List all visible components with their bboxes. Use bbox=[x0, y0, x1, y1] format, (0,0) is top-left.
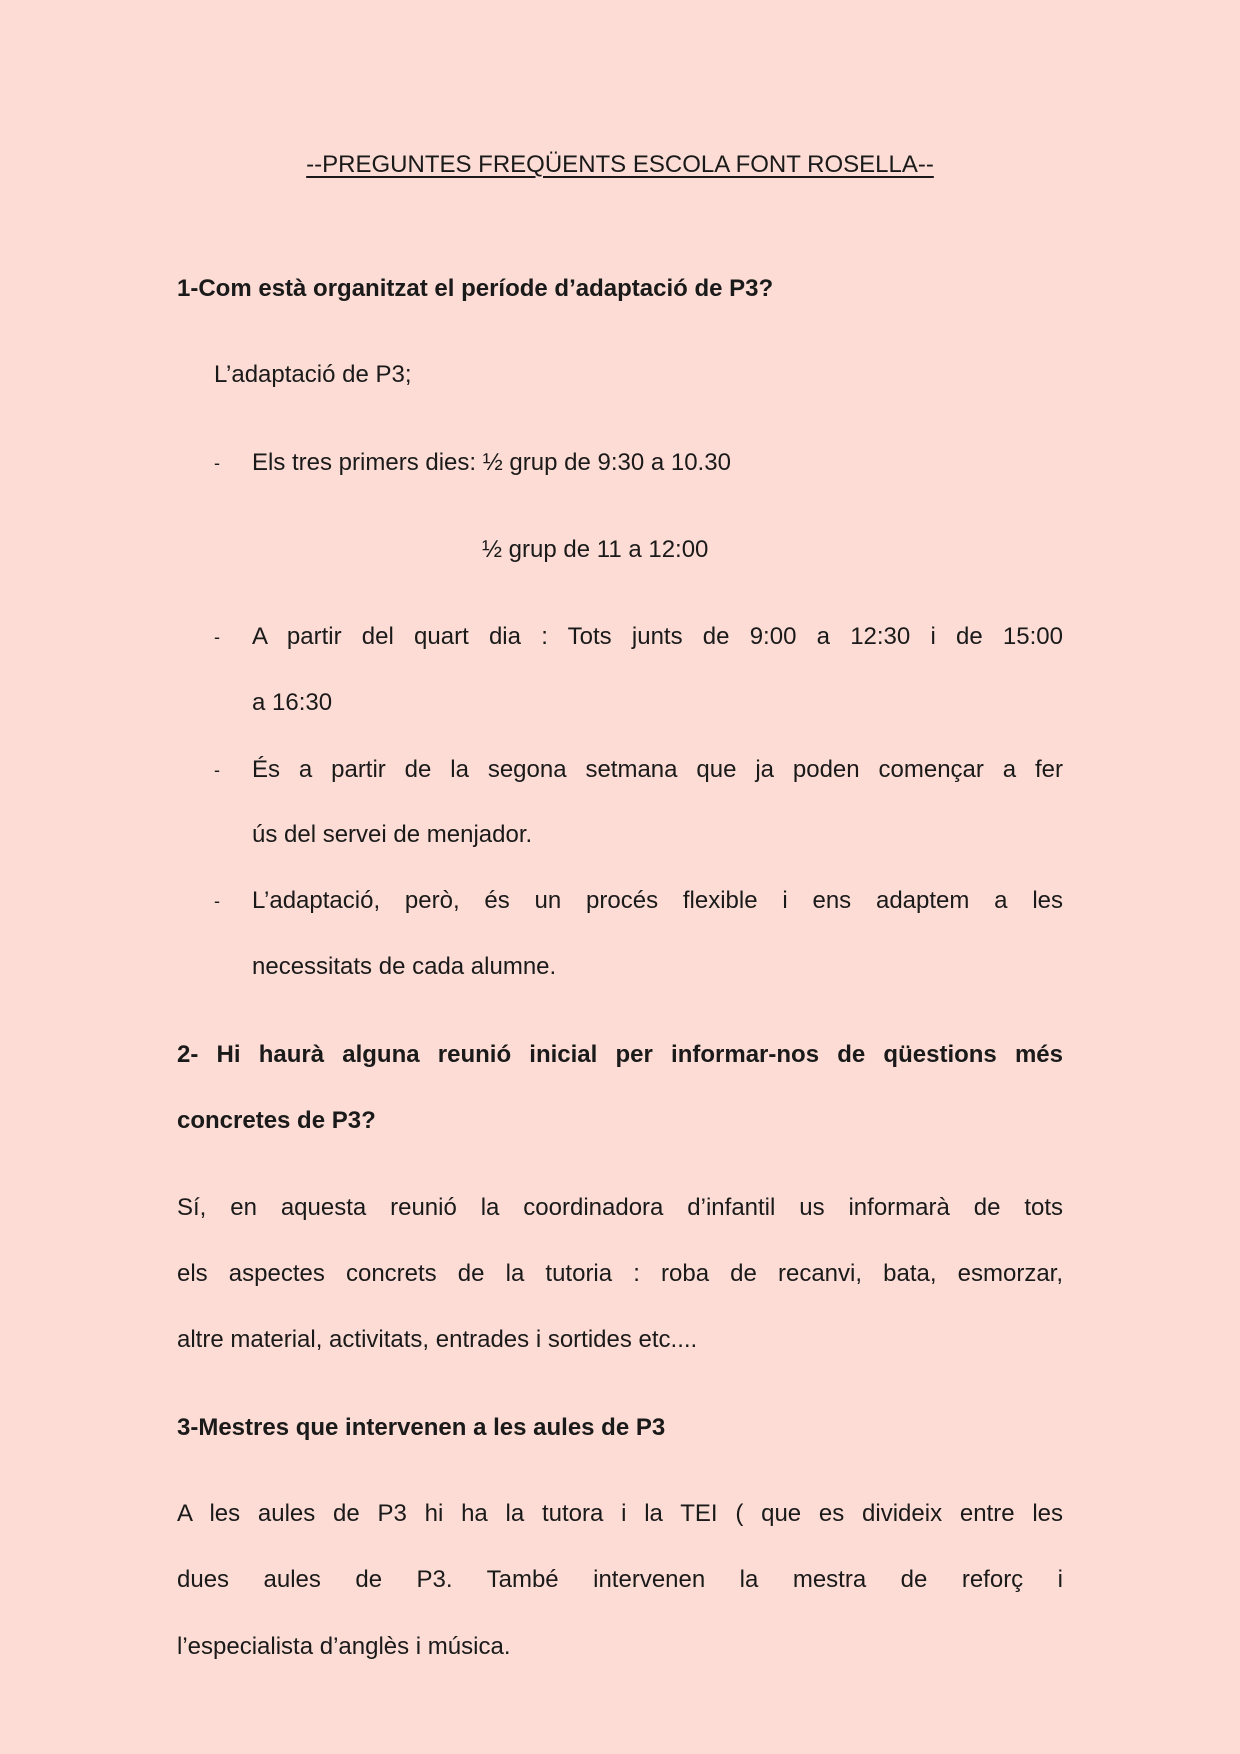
answer-2-line: altre material, activitats, entrades i sortides etc.... bbox=[177, 1326, 698, 1353]
bullet-marker: - bbox=[214, 760, 220, 780]
q1-bullet-4: L’adaptació, però, és un procés flexible i ens adaptem a les bbox=[252, 887, 1063, 914]
q1-bullet-2: A partir del quart dia : Tots junts de 9:00 a 12:30 i de 15:00 bbox=[252, 623, 1063, 650]
q1-bullet-3-cont: ús del servei de menjador. bbox=[252, 821, 533, 848]
question-2-cont: concretes de P3? bbox=[177, 1107, 376, 1134]
answer-2-line: els aspectes concrets de la tutoria : roba de recanvi, bata, esmorzar, bbox=[177, 1260, 1063, 1287]
bullet-marker: - bbox=[214, 627, 220, 647]
document-title: --PREGUNTES FREQÜENTS ESCOLA FONT ROSELLA-- bbox=[306, 151, 934, 178]
question-1: 1-Com està organitzat el període d’adaptació de P3? bbox=[177, 275, 774, 302]
answer-3-line: dues aules de P3. També intervenen la mestra de reforç i bbox=[177, 1566, 1063, 1593]
question-2: 2- Hi haurà alguna reunió inicial per informar-nos de qüestions més bbox=[177, 1041, 1063, 1068]
q1-bullet-4-cont: necessitats de cada alumne. bbox=[252, 953, 557, 980]
q1-bullet-1: Els tres primers dies: ½ grup de 9:30 a 10.30 bbox=[252, 449, 731, 476]
q1-bullet-1-cont: ½ grup de 11 a 12:00 bbox=[482, 536, 709, 563]
answer-3-line: A les aules de P3 hi ha la tutora i la TEI ( que es divideix entre les bbox=[177, 1500, 1063, 1527]
answer-2-line: Sí, en aquesta reunió la coordinadora d’infantil us informarà de tots bbox=[177, 1194, 1063, 1221]
bullet-marker: - bbox=[214, 453, 220, 473]
answer-3-line: l’especialista d’anglès i música. bbox=[177, 1633, 511, 1660]
question-3: 3-Mestres que intervenen a les aules de P3 bbox=[177, 1414, 666, 1441]
q1-intro: L’adaptació de P3; bbox=[214, 361, 412, 388]
q1-bullet-3: És a partir de la segona setmana que ja poden començar a fer bbox=[252, 756, 1063, 783]
bullet-marker: - bbox=[214, 891, 220, 911]
q1-bullet-2-cont: a 16:30 bbox=[252, 689, 333, 716]
